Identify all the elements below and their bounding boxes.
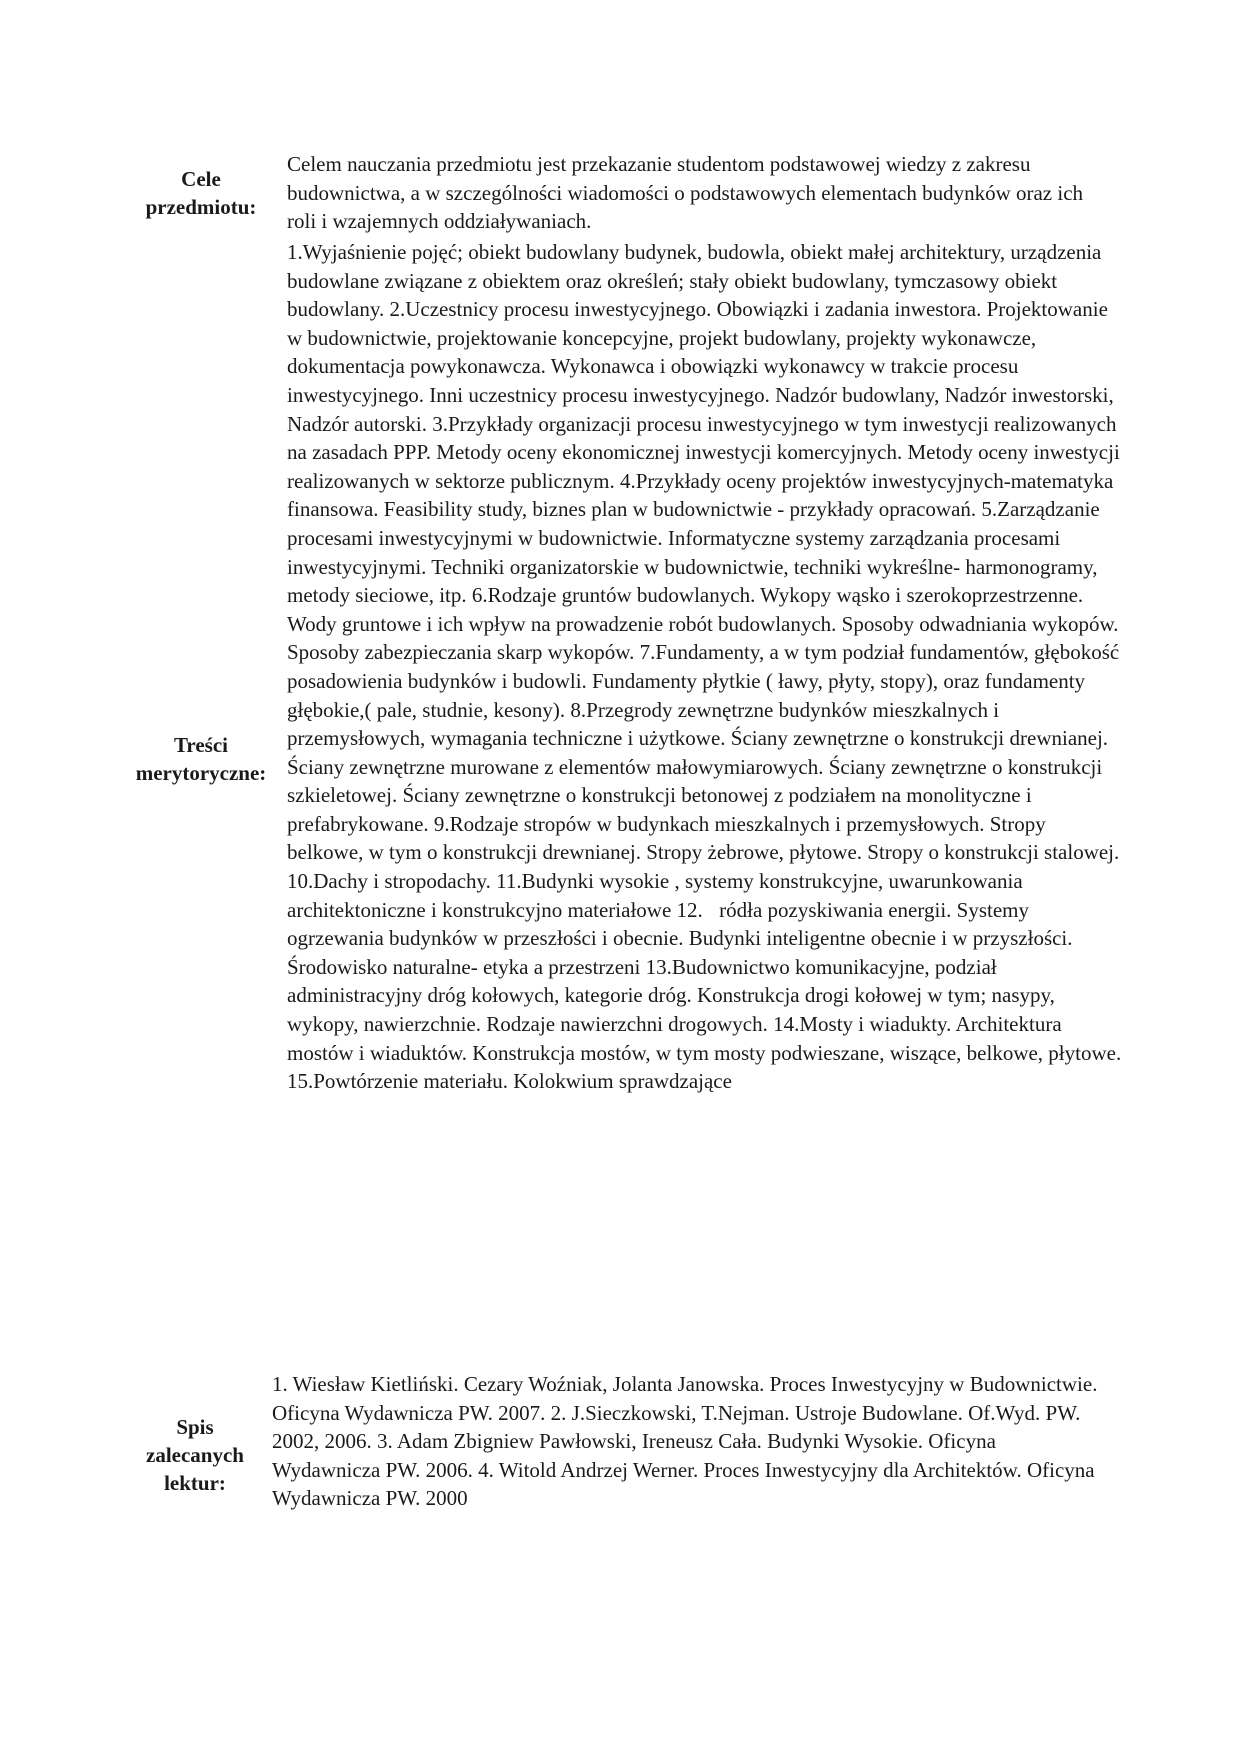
recommended-reading-label: [130, 1413, 260, 1497]
course-content-label-line1: Treści: [173, 733, 229, 757]
course-objectives-label: [126, 165, 276, 221]
recommended-reading-label-line1: Spis: [176, 1415, 214, 1439]
course-objectives-label-line2: przedmiotu:: [145, 195, 257, 219]
recommended-reading-label-line2: zalecanych: [146, 1443, 244, 1467]
course-objectives-text: Celem nauczania przedmiotu jest przekazanie studentom podstawowej wiedzy z zakresu budownictwa, a w szczególności wiadomości o podstawowych elementach budynków oraz ich roli i wzajemnych oddziaływaniach.: [287, 152, 1084, 234]
course-content-label: [120, 731, 282, 787]
course-objectives-label-line1: Cele: [181, 167, 221, 191]
recommended-reading-label-line3: lektur:: [164, 1471, 226, 1495]
course-content-label-line2: merytoryczne:: [135, 761, 267, 785]
course-content-text: 1.Wyjaśnienie pojęć; obiekt budowlany budynek, budowla, obiekt małej architektury, urządzenia budowlane związane z obiektem oraz określeń; stały obiekt budowlany, tymczasowy obiekt budowlany. 2.Uczestnicy procesu inwestycyjnego. Obowiązki i zadania inwestora. Projektowanie w budownictwie, projektowanie koncepcyjne, projekt budowlany, projekty wykonawcze, dokumentacja powykonawcza. Wykonawca i obowiązki wykonawcy w trakcie procesu inwestycyjnego. Inni uczestnicy procesu inwestycyjnego. Nadzór budowlany, Nadzór inwestorski, Nadzór autorski. 3.Przykłady organizacji procesu inwestycyjnego w tym inwestycji realizowanych na zasadach PPP. Metody oceny ekonomicznej inwestycji komercyjnych. Metody oceny inwestycji realizowanych w sektorze publicznym. 4.Przykłady oceny projektów inwestycyjnych-matematyka finansowa. Feasibility study, biznes plan w budownictwie - przykłady opracowań. 5.Zarządzanie procesami inwestycyjnymi w budownictwie. Informatyczne systemy zarządzania procesami inwestycyjnymi. Techniki organizatorskie w budownictwie, techniki wykreślne- harmonogramy, metody sieciowe, itp. 6.Rodzaje gruntów budowlanych. Wykopy wąsko i szerokoprzestrzenne. Wody gruntowe i ich wpływ na prowadzenie robót budowlanych. Sposoby odwadniania wykopów. Sposoby zabezpieczania skarp wykopów. 7.Fundamenty, a w tym podział fundamentów, głębokość posadowienia budynków i budowli. Fundamenty płytkie ( ławy, płyty, stopy), oraz fundamenty głębokie,( pale, studnie, kesony). 8.Przegrody zewnętrzne budynków mieszkalnych i przemysłowych, wymagania techniczne i użytkowe. Ściany zewnętrzne o konstrukcji drewnianej. Ściany zewnętrzne murowane z elementów małowymiarowych. Ściany zewnętrzne o konstrukcji szkieletowej. Ściany zewnętrzne o konstrukcji betonowej z podziałem na monolityczne i prefabrykowane. 9.Rodzaje stropów w budynkach mieszkalnych i przemysłowych. Stropy belkowe, w tym o konstrukcji drewnianej. Stropy żebrowe, płytowe. Stropy o konstrukcji stalowej. 10.Dachy i stropodachy. 11.Budynki wysokie , systemy konstrukcyjne, uwarunkowania architektoniczne i konstrukcyjno materiałowe 12. ródła pozyskiwania energii. Systemy ogrzewania budynków w przeszłości i obecnie. Budynki inteligentne obecnie i w przyszłości. Środowisko naturalne- etyka a przestrzeni 13.Budownictwo komunikacyjne, podział administracyjny dróg kołowych, kategorie dróg. Konstrukcja drogi kołowej w tym; nasypy, wykopy, nawierzchnie. Rodzaje nawierzchni drogowych. 14.Mosty i wiadukty. Architektura mostów i wiaduktów. Konstrukcja mostów, w tym mosty podwieszane, wiszące, belkowe, płytowe. 15.Powtórzenie materiału. Kolokwium sprawdzające: [287, 240, 1122, 1094]
recommended-reading-text: 1. Wiesław Kietliński. Cezary Woźniak, Jolanta Janowska. Proces Inwestycyjny w Budownictwie. Oficyna Wydawnicza PW. 2007. 2. J.Sieczkowski, T.Nejman. Ustroje Budowlane. Of.Wyd. PW. 2002, 2006. 3. Adam Zbigniew Pawłowski, Ireneusz Cała. Budynki Wysokie. Oficyna Wydawnicza PW. 2006. 4. Witold Andrzej Werner. Proces Inwestycyjny dla Architektów. Oficyna Wydawnicza PW. 2000: [272, 1372, 1098, 1511]
